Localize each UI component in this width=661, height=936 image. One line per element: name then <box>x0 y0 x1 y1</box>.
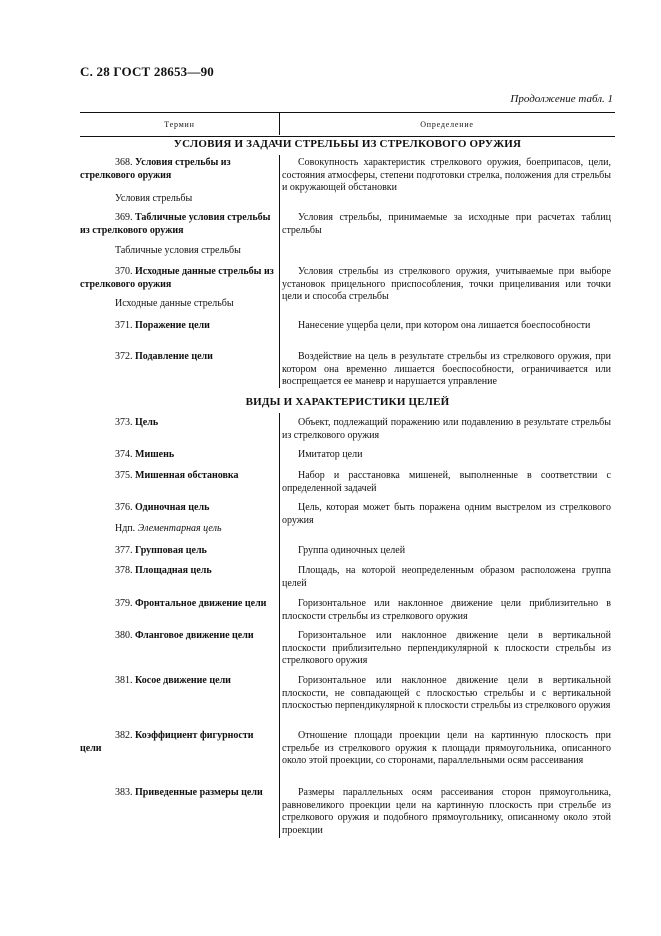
term-entry <box>80 598 276 611</box>
term-definition: Площадь, на которой неопределенным образом расположена группа целей <box>282 565 611 589</box>
term-number: 377. <box>115 545 133 556</box>
term-number: 382. <box>115 730 133 741</box>
term-name: Коэффициент фигурности цели <box>80 730 254 754</box>
term-name: Фланговое движение цели <box>135 630 254 641</box>
term-number: 368. <box>115 157 133 168</box>
term-entry <box>80 730 276 755</box>
section-title: ВИДЫ И ХАРАКТЕРИСТИКИ ЦЕЛЕЙ <box>245 396 450 408</box>
term-number: 379. <box>115 598 133 609</box>
term-name: Косое движение цели <box>135 675 231 686</box>
term-definition: Нанесение ущерба цели, при котором она лишается боеспособности <box>298 320 591 331</box>
term-definition: Набор и расстановка мишеней, выполненные в соответствии с определенной задачей <box>282 470 611 494</box>
table-continuation-note: Продолжение табл. 1 <box>510 93 613 105</box>
term-name: Цель <box>135 417 159 428</box>
term-entry <box>80 157 276 182</box>
term-number: 372. <box>115 351 133 362</box>
deprecated-synonym <box>115 523 222 534</box>
term-definition: Группа одиночных целей <box>298 545 406 556</box>
page-header: С. 28 ГОСТ 28653—90 <box>80 64 214 79</box>
term-entry <box>80 545 276 558</box>
term-name: Одиночная цель <box>135 502 210 513</box>
term-entry <box>80 417 276 430</box>
term-number: 373. <box>115 417 133 428</box>
term-short-form: Табличные условия стрельбы <box>115 245 241 256</box>
term-definition: Горизонтальное или наклонное движение цели в вертикальной плоскости приблизительно перпендикулярной к плоскости стрельбы из стрелкового оружия <box>282 630 611 666</box>
term-definition: Совокупность характеристик стрелкового оружия, боеприпасов, цели, состояния атмосферы, степени подготовки стрелка, положения для стрельбы и окружающей обстановки <box>282 157 611 193</box>
term-entry <box>80 630 276 643</box>
column-divider <box>279 413 280 838</box>
term-number: 370. <box>115 266 133 277</box>
term-number: 371. <box>115 320 133 331</box>
column-divider <box>279 155 280 388</box>
term-number: 374. <box>115 449 133 460</box>
term-short-form: Условия стрельбы <box>115 193 193 204</box>
term-entry <box>80 449 276 462</box>
term-short-form: Исходные данные стрельбы <box>115 298 234 309</box>
term-name: Приведенные размеры цели <box>135 787 263 798</box>
term-name: Мишенная обстановка <box>135 470 239 481</box>
term-definition: Горизонтальное или наклонное движение цели в вертикальной плоскости, не совпадающей с плоскостью стрельбы и с вертикальной плоскостью перпендикулярной к плоскости стрельбы из стрелкового оружия <box>282 675 611 711</box>
term-definition: Горизонтальное или наклонное движение цели приблизительно в плоскости стрельбы из стрелкового оружия <box>282 598 611 622</box>
term-name: Исходные данные стрельбы из стрелкового оружия <box>80 266 274 290</box>
term-entry <box>80 565 276 578</box>
term-entry <box>80 502 276 515</box>
term-definition: Воздействие на цель в результате стрельбы из стрелкового оружия, при котором она временно лишается боеспособности, ограничивается или воспрещается ее маневр и нарушается управление <box>282 351 611 387</box>
term-name: Табличные условия стрельбы из стрелкового оружия <box>80 212 271 236</box>
term-number: 369. <box>115 212 133 223</box>
term-name: Мишень <box>135 449 175 460</box>
term-name: Площадная цель <box>135 565 212 576</box>
term-entry <box>80 320 276 333</box>
synonym-label: Ндп. <box>115 523 136 534</box>
section-title: УСЛОВИЯ И ЗАДАЧИ СТРЕЛЬБЫ ИЗ СТРЕЛКОВОГО ОРУЖИЯ <box>173 138 522 150</box>
column-header-definition: Определение <box>420 120 474 129</box>
term-definition: Размеры параллельных осям рассеивания сторон прямоугольника, равновеликого проекции цели на картинную плоскость при стрельбе из стрелкового оружия и подобного прямоугольнику, описанному около этой проекции <box>282 787 611 836</box>
term-entry <box>80 787 276 800</box>
term-entry <box>80 675 276 688</box>
term-name: Условия стрельбы из стрелкового оружия <box>80 157 231 181</box>
term-name: Фронтальное движение цели <box>135 598 267 609</box>
term-entry <box>80 351 276 364</box>
term-definition: Объект, подлежащий поражению или подавлению в результате стрельбы из стрелкового оружия <box>282 417 611 441</box>
term-definition: Условия стрельбы, принимаемые за исходные при расчетах таблиц стрельбы <box>282 212 611 236</box>
term-number: 378. <box>115 565 133 576</box>
term-definition: Условия стрельбы из стрелкового оружия, учитываемые при выборе установок прицельного приспособления, точки прицеливания или точки цели и способа стрельбы <box>282 266 611 302</box>
term-number: 383. <box>115 787 133 798</box>
term-number: 380. <box>115 630 133 641</box>
term-definition: Отношение площади проекции цели на картинную плоскость при стрельбе из стрелкового оружия к площади прямоугольника, описанного около этой проекции, со сторонами, параллельными осям рассеивания <box>282 730 611 766</box>
term-name: Поражение цели <box>135 320 210 331</box>
term-definition: Цель, которая может быть поражена одним выстрелом из стрелкового оружия <box>282 502 611 526</box>
term-entry <box>80 266 276 291</box>
term-number: 375. <box>115 470 133 481</box>
table-header <box>80 112 615 137</box>
column-header-term: Термин <box>164 120 195 129</box>
term-definition: Имитатор цели <box>298 449 363 460</box>
term-number: 376. <box>115 502 133 513</box>
synonym-value: Элементарная цель <box>137 523 222 534</box>
term-entry <box>80 212 276 237</box>
term-number: 381. <box>115 675 133 686</box>
term-name: Групповая цель <box>135 545 207 556</box>
term-entry <box>80 470 276 483</box>
term-name: Подавление цели <box>135 351 213 362</box>
column-divider <box>279 112 280 135</box>
